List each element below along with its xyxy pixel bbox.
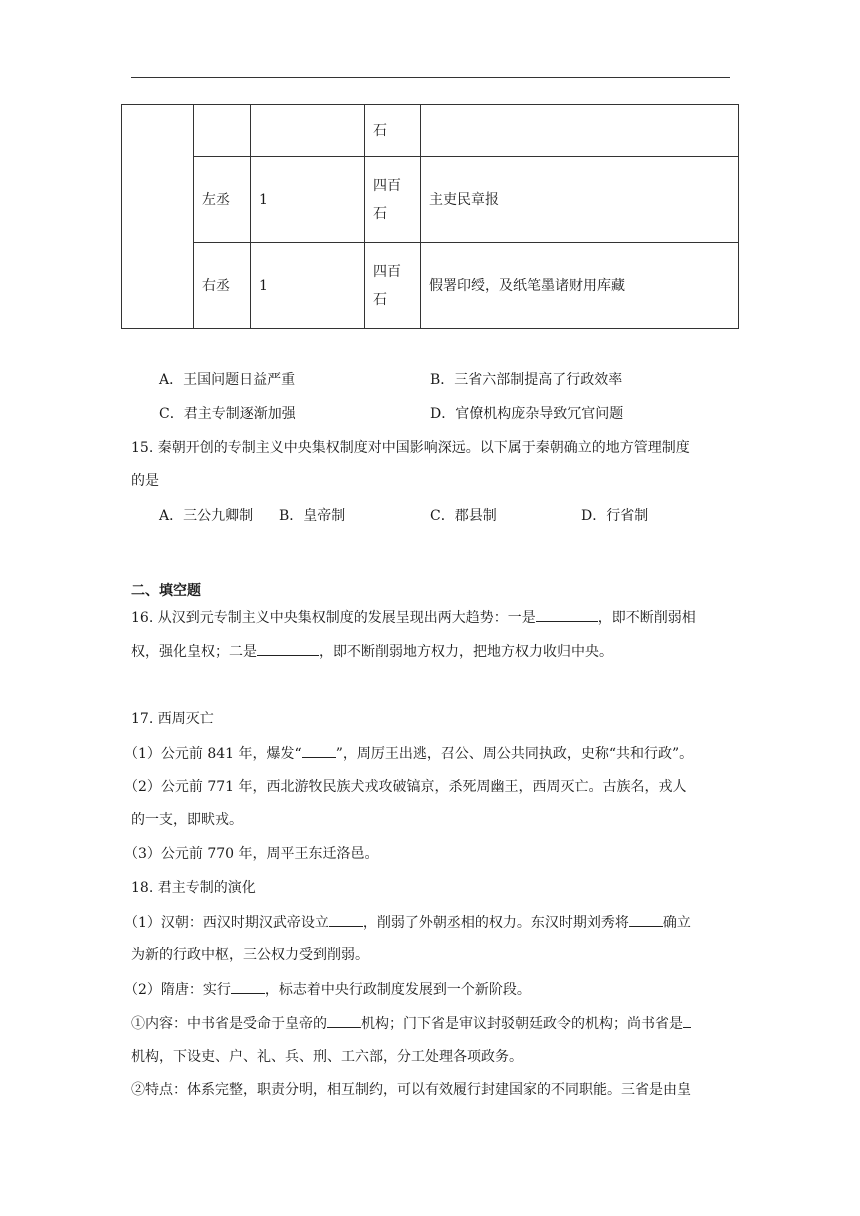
salary-line-1: 四百	[373, 177, 401, 194]
table-cell-count: 1	[251, 157, 365, 243]
fill-blank[interactable]	[629, 912, 663, 927]
q15-option-b: B．皇帝制	[279, 508, 346, 524]
q18-content-1: ①内容：中书省是受命于皇帝的 机构；门下省是审议封驳朝廷政令的机构；尚书省是	[131, 1013, 731, 1034]
q18-title: 18. 君主专制的演化	[131, 880, 256, 896]
fill-blank[interactable]	[257, 641, 319, 656]
q18-item-1-cont: 为新的行政中枢，三公权力受到削弱。	[131, 947, 369, 963]
salary-line-2: 石	[373, 291, 387, 308]
q17-item-1: （1）公元前 841 年，爆发“ ”，周厉王出逃，召公、周公共同执政，史称“共和行政”。	[124, 743, 724, 764]
q15-option-c: C．郡县制	[430, 508, 497, 524]
table-cell-duty: 假署印绶，及纸笔墨诸财用库藏	[421, 243, 739, 329]
q15-stem-line-1: 15. 秦朝开创的专制主义中央集权制度对中国影响深远。以下属于秦朝确立的地方管理制度	[131, 440, 690, 456]
q14-option-c: C．君主专制逐渐加强	[159, 406, 296, 422]
fill-blank[interactable]	[302, 743, 336, 758]
table-cell-category	[122, 105, 194, 329]
q17-item-3: （3）公元前 770 年，周平王东迁洛邑。	[124, 846, 379, 862]
q18-item-2: （2）隋唐：实行 ，标志着中央行政制度发展到一个新阶段。	[124, 979, 724, 1000]
table-cell	[251, 105, 365, 157]
section-heading: 二、填空题	[131, 583, 201, 599]
table-cell	[421, 105, 739, 157]
table-cell-salary	[365, 243, 421, 329]
table-cell-salary: 石	[365, 105, 421, 157]
table-cell-title: 右丞	[194, 243, 251, 329]
q16-line-2: 权，强化皇权；二是 ，即不断削弱地方权力，把地方权力收归中央。	[131, 641, 731, 662]
fill-blank[interactable]	[327, 1013, 361, 1028]
header-rule	[131, 77, 730, 78]
q15-option-a: A．三公九卿制	[159, 508, 254, 524]
fill-blank[interactable]	[536, 607, 598, 622]
q18-content-2: ②特点：体系完整，职责分明，相互制约，可以有效履行封建国家的不同职能。三省是由皇	[131, 1082, 691, 1098]
salary-line-1: 四百	[373, 263, 401, 280]
q14-option-a: A．王国问题日益严重	[159, 372, 296, 388]
q16-line-1: 16. 从汉到元专制主义中央集权制度的发展呈现出两大趋势：一是 ，即不断削弱相	[131, 607, 731, 628]
fill-blank[interactable]	[231, 979, 265, 994]
q17-item-2-cont: 的一支，即畎戎。	[131, 812, 243, 828]
table-row	[122, 157, 739, 243]
fill-blank[interactable]	[329, 912, 363, 927]
q15-stem-line-2: 的是	[131, 473, 159, 489]
q14-option-b: B．三省六部制提高了行政效率	[430, 372, 623, 388]
table-row	[122, 105, 739, 157]
table-cell-count: 1	[251, 243, 365, 329]
q15-option-d: D．行省制	[581, 508, 649, 524]
officials-table	[121, 104, 739, 329]
q14-option-d: D．官僚机构庞杂导致冗官问题	[430, 406, 624, 422]
table-cell	[194, 105, 251, 157]
q17-title: 17. 西周灭亡	[131, 711, 214, 727]
table-row	[122, 243, 739, 329]
fill-blank[interactable]	[683, 1013, 691, 1028]
table-cell-salary	[365, 157, 421, 243]
table-cell-duty: 主吏民章报	[421, 157, 739, 243]
q18-content-1-cont: 机构，下设吏、户、礼、兵、刑、工六部，分工处理各项政务。	[131, 1049, 523, 1065]
salary-line-2: 石	[373, 205, 387, 222]
table-cell-title: 左丞	[194, 157, 251, 243]
q17-item-2: （2）公元前 771 年，西北游牧民族犬戎攻破镐京，杀死周幽王，西周灭亡。古族名，戎人	[124, 779, 687, 795]
q18-item-1: （1）汉朝：西汉时期汉武帝设立 ，削弱了外朝丞相的权力。东汉时期刘秀将 确立	[124, 912, 724, 933]
